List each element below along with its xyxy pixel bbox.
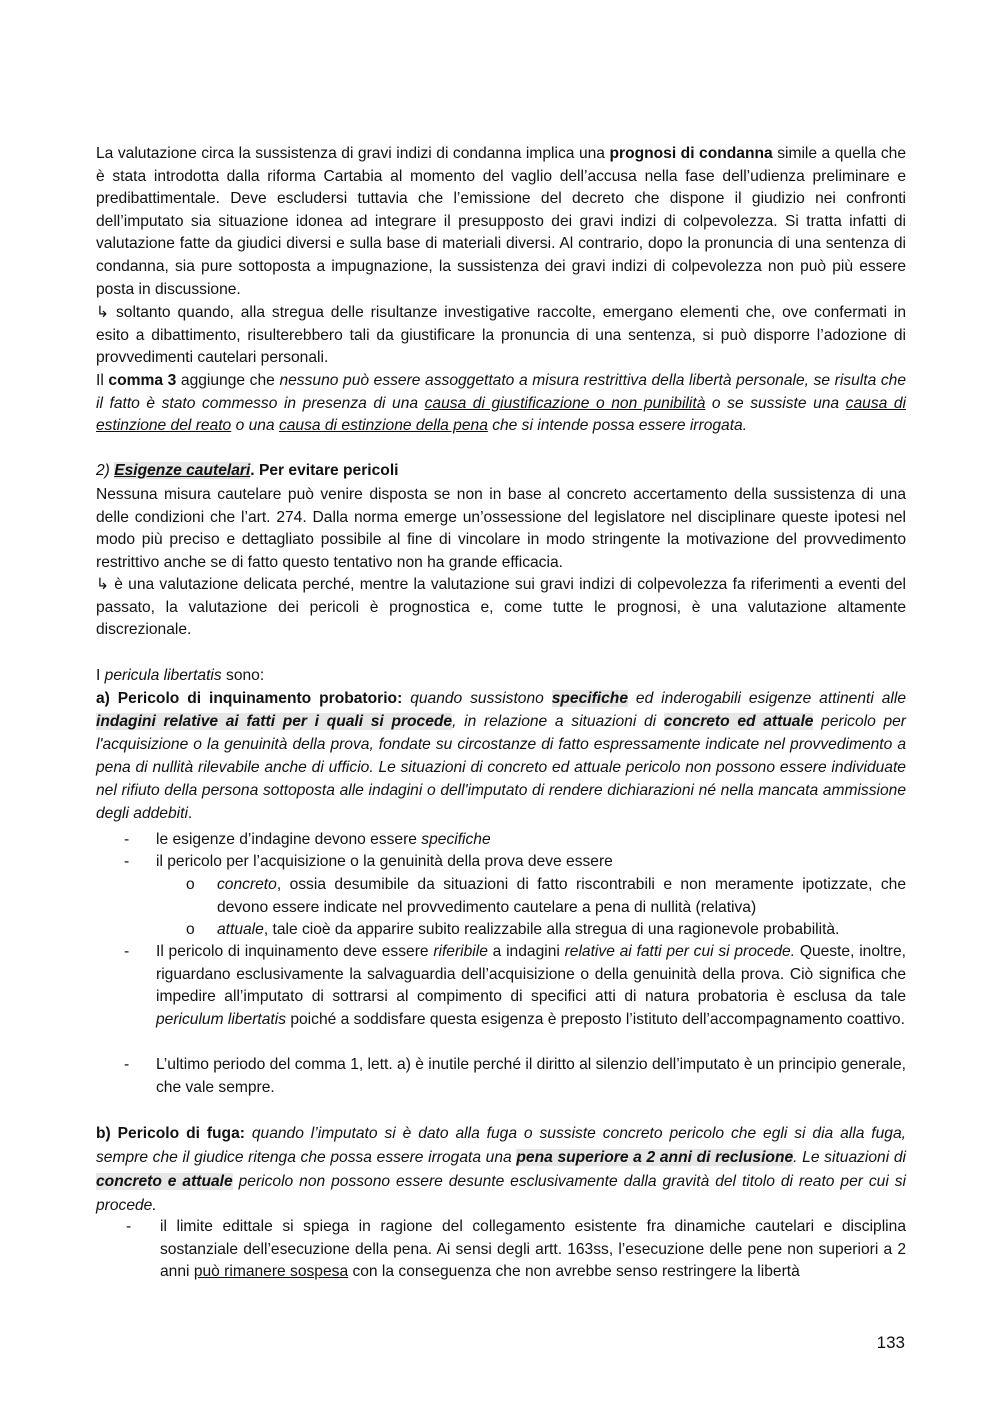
text: le esigenze d’indagine devono essere — [156, 831, 422, 848]
text: è una valutazione delicata perché, mentre la valutazione sui gravi indizi di colpevolezza fa riferimenti a eventi del passato, la valutazione dei pericoli è prognostica e, come tutte le prognosi, è una valutazione altamente discrezionale. — [96, 576, 906, 639]
text: , tale cioè da apparire subito realizzabile alla stregua di una ragionevole probabilità. — [263, 921, 840, 938]
arrow-icon: ↳ — [96, 304, 110, 321]
text: il limite edittale si spiega in ragione del collegamento esistente fra dinamiche cautelari e disciplina sostanziale dell’esecuzione della pena. Ai sensi degli artt. 163ss, l’esecuzione delle pene non superiori a 2 anni — [160, 1218, 906, 1281]
text: a indagini — [487, 943, 565, 960]
italic-term: specifiche — [421, 831, 491, 848]
dash-bullet: - — [126, 1218, 132, 1235]
underlined-term: può rimanere sospesa — [193, 1263, 349, 1281]
italic-text: pericolo non possono essere desunte esclusivamente dalla gravità del titolo di reato per cui si procede. — [96, 1173, 907, 1214]
heading-rest: . Per evitare pericoli — [250, 462, 399, 479]
heading-number: 2) — [96, 462, 115, 479]
dash-bullet: - — [124, 1056, 130, 1073]
italic-text: quando l’imputato si è dato alla fuga o sussiste concreto pericolo che egli si dia alla fuga, sempre che il giudice ritenga che possa essere irrogata una — [96, 1125, 906, 1166]
italic-text: , in relazione a situazioni di — [452, 712, 664, 730]
text: , ossia desumibile da situazioni di fatto riscontrabili e non meramente ipotizzate, che devono essere indicate nel provvedimento cautelare a pena di nullità (relativa) — [217, 876, 906, 916]
italic-term: concreto — [217, 876, 277, 893]
text: con la conseguenza che non avrebbe senso restringere la libertà — [348, 1263, 800, 1281]
bold-term: prognosi di condanna — [609, 145, 773, 162]
text: poiché a soddisfare questa esigenza è preposto l’istituto dell’accompagnamento coattivo. — [286, 1010, 905, 1028]
text: . — [187, 804, 193, 822]
italic-text: . Le situazioni di — [793, 1149, 907, 1166]
section-heading — [96, 460, 906, 483]
dash-bullet: - — [124, 831, 130, 848]
heading-title: Esigenze cautelari — [114, 462, 251, 479]
underlined-term: causa di giustificazione o non punibilità — [424, 394, 706, 412]
italic-term: attuale — [217, 921, 264, 938]
underlined-term: causa di estinzione della pena — [278, 417, 488, 435]
bold-label: b) Pericolo di fuga: — [96, 1125, 245, 1142]
paragraph-esigenze: Nessuna misura cautelare può venire disposta se non in base al concreto accertamento della sussistenza di una delle condizioni che l’art. 274. Dalla norma emerge un’ossessione del legislatore nel disciplinare queste ipotesi nel modo più preciso e dettagliato possibile al fine di vincolare in modo stringente la motivazione del provvedimento restrittivo anche se di fatto questo tentativo non ha grande efficacia. — [96, 486, 906, 571]
italic-term: periculum libertatis — [156, 1010, 286, 1028]
circle-bullet: o — [186, 921, 195, 938]
italic-text: pericolo per l'acquisizione o la genuinità della prova, fondate su circostanze di fatto espressamente indicate nel provvedimento a pena di nullità rilevabile anche di ufficio. Le situazioni di concreto ed attuale pericolo non possono essere individuate nel rifiuto della persona sottoposta alle indagini o dell'imputato di rendere dichiarazioni né nella mancata ammissione degli addebiti — [96, 712, 906, 822]
bold-label: a) Pericolo di inquinamento probatorio: — [96, 690, 403, 707]
italic-term: pericula libertatis — [104, 667, 222, 684]
text: Il — [96, 372, 109, 389]
highlighted-term: indagini relative ai fatti per i quali si procede — [96, 712, 453, 730]
text: Queste, inoltre, riguardano esclusivamente la salvaguardia dell’acquisizione o della genuinità della prova. Ciò significa che impedire all’imputato di sottrarsi al compimento di specifici atti di natura probatoria è esclusa da tale — [156, 943, 906, 1006]
bold-term: comma 3 — [108, 372, 177, 389]
text: L’ultimo periodo del comma 1, lett. a) è inutile perché il diritto al silenzio dell’imputato è un principio generale, che vale sempre. — [156, 1056, 906, 1096]
italic-text: che si intende possa essere irrogata. — [487, 417, 748, 435]
highlighted-term: pena superiore a 2 anni di reclusione — [516, 1149, 794, 1166]
italic-text: quando sussistono — [402, 690, 552, 707]
paragraph-pericolo-b — [96, 1122, 906, 1218]
text: soltanto quando, alla stregua delle risultanze investigative raccolte, emergano elementi che, ove confermati in esito a dibattimento, risulterebbero tali da giustificare la pronuncia di una sentenza, si può disporre l’adozione di provvedimenti cautelari personali. — [96, 304, 906, 367]
text: sono: — [221, 667, 265, 684]
highlighted-term: concreto ed attuale — [663, 712, 814, 730]
paragraph-pericolo-a — [96, 688, 906, 825]
paragraph-arrow-1 — [96, 302, 906, 370]
italic-text: o se sussiste una — [705, 394, 846, 412]
text: I — [96, 667, 105, 684]
page-number: 133 — [876, 1333, 905, 1352]
circle-bullet: o — [186, 876, 195, 893]
paragraph-arrow-2 — [96, 574, 906, 642]
text: aggiunge che — [176, 372, 280, 389]
underlined-term: causa di estinzione del reato — [96, 394, 906, 435]
paragraph-prognosi — [96, 143, 906, 301]
highlighted-term: concreto e attuale — [96, 1173, 233, 1190]
text: simile a quella che è stata introdotta dalla riforma Cartabia al momento del vaglio dell’accusa nella fase dell’udienza preliminare e predibattimentale. Deve escludersi tuttavia che l’emissione del decreto che dispone il giudizio nei confronti dell’imputato sia situazione idonea ad integrare il presupposto dei gravi indizi di colpevolezza. Si tratta infatti di valutazione fatte da giudici diversi e sulla base di materiali diversi. Al contrario, dopo la pronuncia di una sentenza di condanna, sia pure sottoposta a impugnazione, la sussistenza dei gravi indizi di colpevolezza non può più essere posta in discussione. — [96, 145, 906, 298]
paragraph-pericula — [96, 665, 906, 688]
text: il pericolo per l’acquisizione o la genuinità della prova deve essere — [156, 853, 613, 870]
italic-term: relative ai fatti per cui si procede. — [564, 943, 796, 960]
text: Il pericolo di inquinamento deve essere — [156, 943, 434, 960]
italic-text: nessuno può essere assoggettato a misura restrittiva della libertà personale, se risulta che il fatto è stato commesso in presenza di una — [96, 372, 906, 412]
text: La valutazione circa la sussistenza di gravi indizi di condanna implica una — [96, 145, 610, 162]
italic-text: o una — [231, 417, 279, 435]
dash-bullet: - — [124, 853, 130, 870]
arrow-icon: ↳ — [96, 576, 110, 593]
highlighted-term: specifiche — [551, 690, 629, 707]
italic-term: riferibile — [433, 943, 488, 960]
italic-text: ed inderogabili esigenze attinenti alle — [628, 690, 906, 707]
dash-bullet: - — [124, 943, 130, 960]
paragraph-comma-3 — [96, 370, 906, 438]
